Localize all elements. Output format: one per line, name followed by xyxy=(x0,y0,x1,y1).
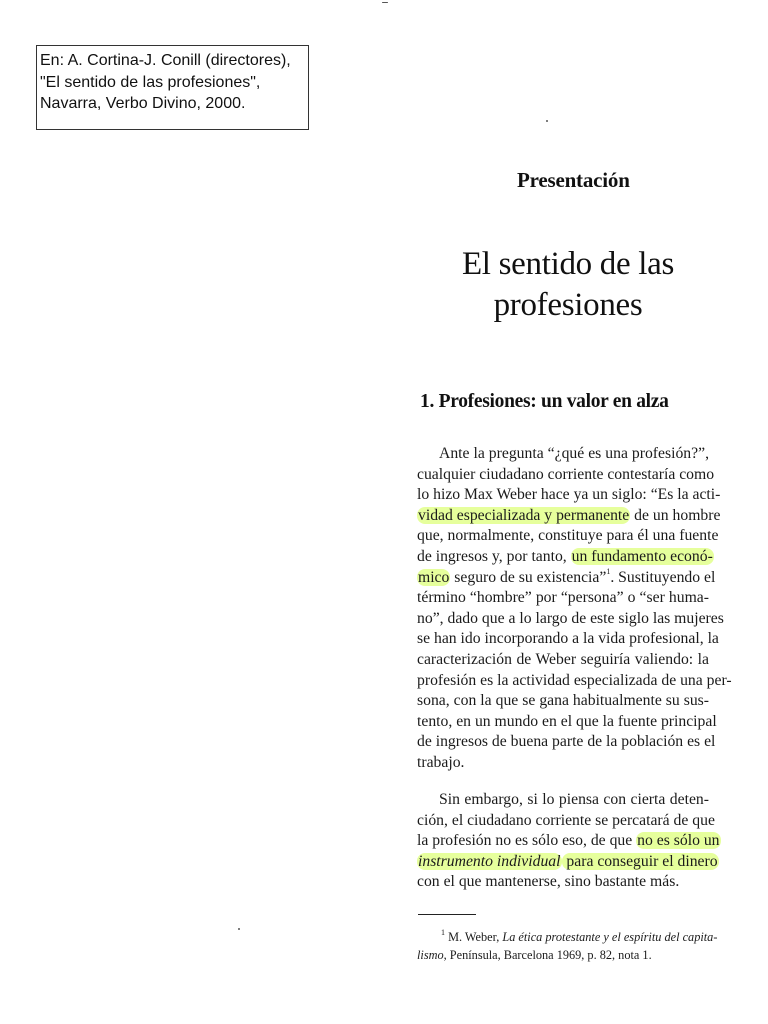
citation-line: "El sentido de las profesiones", xyxy=(40,73,261,91)
page-title-line: El sentido de las xyxy=(461,246,675,282)
text-line: que, normalmente, constituye para él una fuente xyxy=(417,527,719,545)
scan-speck xyxy=(546,120,548,122)
highlighted-italic-text: instrumento individual xyxy=(418,852,561,870)
text-line: tento, en un mundo en el que la fuente principal xyxy=(417,712,717,730)
text-line xyxy=(417,547,713,568)
text-line: ción, el ciudadano corriente se percatará de que xyxy=(417,811,715,829)
text-span: . Sustituyendo el xyxy=(610,568,716,586)
text-span: de ingresos y, por tanto, xyxy=(417,547,571,565)
book-title: La ética protestante y el espíritu del capita- xyxy=(502,930,718,944)
footnote-marker: 1 xyxy=(441,928,445,937)
scan-speck xyxy=(238,928,240,930)
page-title-line: profesiones xyxy=(493,287,643,323)
text-span: de un hombre xyxy=(630,506,721,524)
footnote-line xyxy=(417,928,718,947)
text-line: Ante la pregunta “¿qué es una profesión?”, xyxy=(439,445,709,462)
text-span: la profesión no es sólo eso, de que xyxy=(417,832,637,850)
citation-box xyxy=(36,45,309,130)
text-line xyxy=(417,566,716,589)
text-span: seguro de su existencia” xyxy=(450,568,607,586)
highlighted-text: no es sólo un xyxy=(637,832,720,850)
footnote-line xyxy=(417,947,709,965)
paragraph-1 xyxy=(417,444,732,774)
text-line xyxy=(417,852,718,873)
section-heading: 1. Profesiones: un valor en alza xyxy=(420,391,669,412)
section-kicker: Presentación xyxy=(517,168,630,192)
footnote xyxy=(417,928,718,964)
book-title: lismo xyxy=(417,947,444,962)
text-line: se han ido incorporando a la vida profesional, la xyxy=(417,630,719,648)
highlighted-text: un fundamento econó- xyxy=(571,547,713,565)
paragraph-2 xyxy=(417,790,720,893)
text-line: trabajo. xyxy=(417,753,465,771)
text-span: , Península, Barcelona 1969, p. 82, nota 1. xyxy=(443,947,652,962)
footnote-divider xyxy=(418,914,476,915)
citation-line: En: A. Cortina-J. Conill (directores), xyxy=(40,52,291,69)
text-line: cualquier ciudadano corriente contestaría como xyxy=(417,465,715,483)
text-line: no”, dado que a lo largo de este siglo las mujeres xyxy=(417,609,724,627)
text-line xyxy=(417,831,720,852)
text-line: término “hombre” por “persona” o “ser huma- xyxy=(417,589,709,607)
scan-speck xyxy=(382,2,388,3)
text-line: profesión es la actividad especializada de una per- xyxy=(417,671,732,689)
text-line: de ingresos de buena parte de la población es el xyxy=(417,733,716,751)
text-line: caracterización de Weber seguiría valiendo: la xyxy=(417,650,709,668)
text-line xyxy=(417,506,721,527)
text-line: con el que mantenerse, sino bastante más. xyxy=(417,873,680,891)
highlighted-text: mico xyxy=(418,568,450,586)
text-line: sona, con la que se gana habitualmente su sus- xyxy=(417,692,709,710)
highlighted-text: vidad especializada y permanente xyxy=(418,506,630,524)
footnote-reference: 1 xyxy=(606,566,611,576)
text-line: Sin embargo, si lo piensa con cierta deten- xyxy=(439,791,709,808)
citation-line: Navarra, Verbo Divino, 2000. xyxy=(40,95,246,112)
text-span: M. Weber, xyxy=(445,930,503,944)
text-line: lo hizo Max Weber hace ya un siglo: “Es la acti- xyxy=(417,486,721,504)
highlighted-text: para conseguir el dinero xyxy=(562,852,718,870)
page-title xyxy=(440,244,696,326)
